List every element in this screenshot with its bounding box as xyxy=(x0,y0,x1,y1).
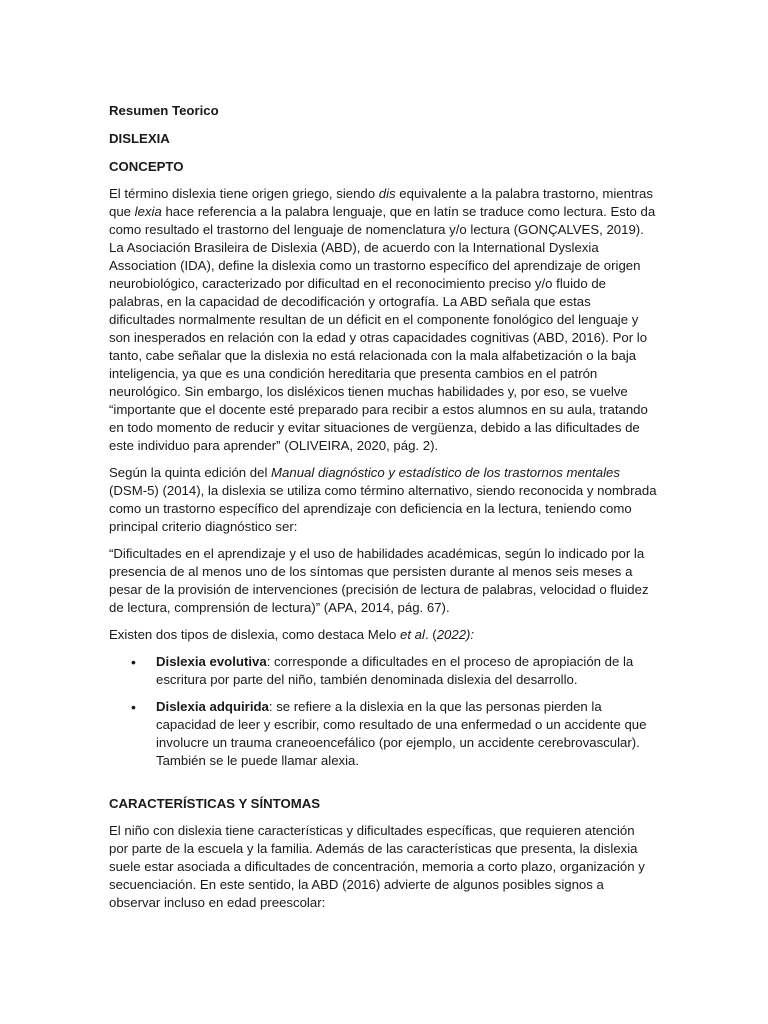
text-run: . ( xyxy=(424,627,437,642)
italic-term: lexia xyxy=(134,204,162,219)
paragraph-types-intro xyxy=(109,626,657,644)
list-item xyxy=(109,698,657,770)
section-heading-dislexia: DISLEXIA xyxy=(109,131,170,146)
text-run: equivalente a la palabra trastorno, mientras que xyxy=(109,186,653,219)
section-heading-caracteristicas: CARACTERÍSTICAS Y SÍNTOMAS xyxy=(109,796,321,811)
paragraph-characteristics: El niño con dislexia tiene características y dificultades específicas, que requieren atención por parte de la escuela y la familia. Además de las características que presenta, la dislexia suele estar asociada a dificultades de concentración, memoria a corto plazo, organización y secuenciación. En este sentido, la ABD (2016) advierte de algunos posibles signos a observar incluso en edad preescolar: xyxy=(109,823,645,910)
text-run: El término dislexia tiene origen griego, siendo xyxy=(109,186,379,201)
bullet-text: : corresponde a dificultades en el proceso de apropiación de la escritura por parte del niño, también denominada dislexia del desarrollo. xyxy=(156,654,634,687)
paragraph-quote: “Dificultades en el aprendizaje y el uso de habilidades académicas, según lo indicado por la presencia de al menos uno de los síntomas que persisten durante al menos seis meses a pesar de la provisión de intervenciones (precisión de lectura de palabras, velocidad o fluidez de lectura, comprensión de lectura)” (APA, 2014, pág. 67). xyxy=(109,546,649,615)
italic-term: 2022): xyxy=(436,627,475,642)
list-item xyxy=(109,653,657,689)
subsection-heading-concepto: CONCEPTO xyxy=(109,159,184,174)
spacer xyxy=(109,779,657,795)
text-run: Según la quinta edición del xyxy=(109,465,272,480)
document-body xyxy=(109,102,657,921)
bullet-term: Dislexia evolutiva xyxy=(156,654,267,669)
paragraph-concept xyxy=(109,185,657,455)
document-title: Resumen Teorico xyxy=(109,103,219,118)
italic-term: dis xyxy=(378,186,396,201)
text-run: Existen dos tipos de dislexia, como destaca Melo xyxy=(109,627,401,642)
text-run: hace referencia a la palabra lenguaje, que en latín se traduce como lectura. Esto da como resultado el trastorno del lenguaje de nomenclatura y/o lectura (GONÇALVES, 2019). La Asociación Brasileira de Dislexia (ABD), de acuerdo con la International Dyslexia Association (IDA), define la dislexia como un trastorno específico del aprendizaje de origen neurobiológico, caracterizado por dificultad en el reconocimiento preciso y/o fluido de palabras, en la capacidad de decodificación y ortografía. La ABD señala que estas dificultades normalmente resultan de un déficit en el componente fonológico del lenguaje y son inesperados en relación con la edad y otras capacidades cognitivas (ABD, 2016). Por lo tanto, cabe señalar que la dislexia no está relacionada con la mala alfabetización o la baja inteligencia, ya que es una condición hereditaria que presenta cambios en el patrón neurológico. Sin embargo, los disléxicos tienen muchas habilidades y, por eso, se vuelve “importante que el docente esté preparado para recibir a estos alumnos en su aula, tratando en todo momento de reducir y evitar situaciones de vergüenza, debido a las dificultades de este individuo para aprender” (OLIVEIRA, 2020, pág. 2). xyxy=(109,204,656,453)
italic-term: et al xyxy=(400,627,425,642)
text-run: (DSM-5) (2014), la dislexia se utiliza como término alternativo, siendo reconocida y nombrada como un trastorno específico del aprendizaje con deficiencia en la lectura, teniendo como principal criterio diagnóstico ser: xyxy=(109,483,657,534)
paragraph-dsm xyxy=(109,464,657,536)
bullet-text: : se refiere a la dislexia en la que las personas pierden la capacidad de leer y escribir, como resultado de una enfermedad o un accidente que involucre un trauma craneoencefálico (por ejemplo, un accidente cerebrovascular). También se le puede llamar alexia. xyxy=(156,699,647,768)
italic-title: Manual diagnóstico y estadístico de los trastornos mentales xyxy=(271,465,620,480)
bullet-list xyxy=(109,653,657,770)
bullet-term: Dislexia adquirida xyxy=(156,699,269,714)
